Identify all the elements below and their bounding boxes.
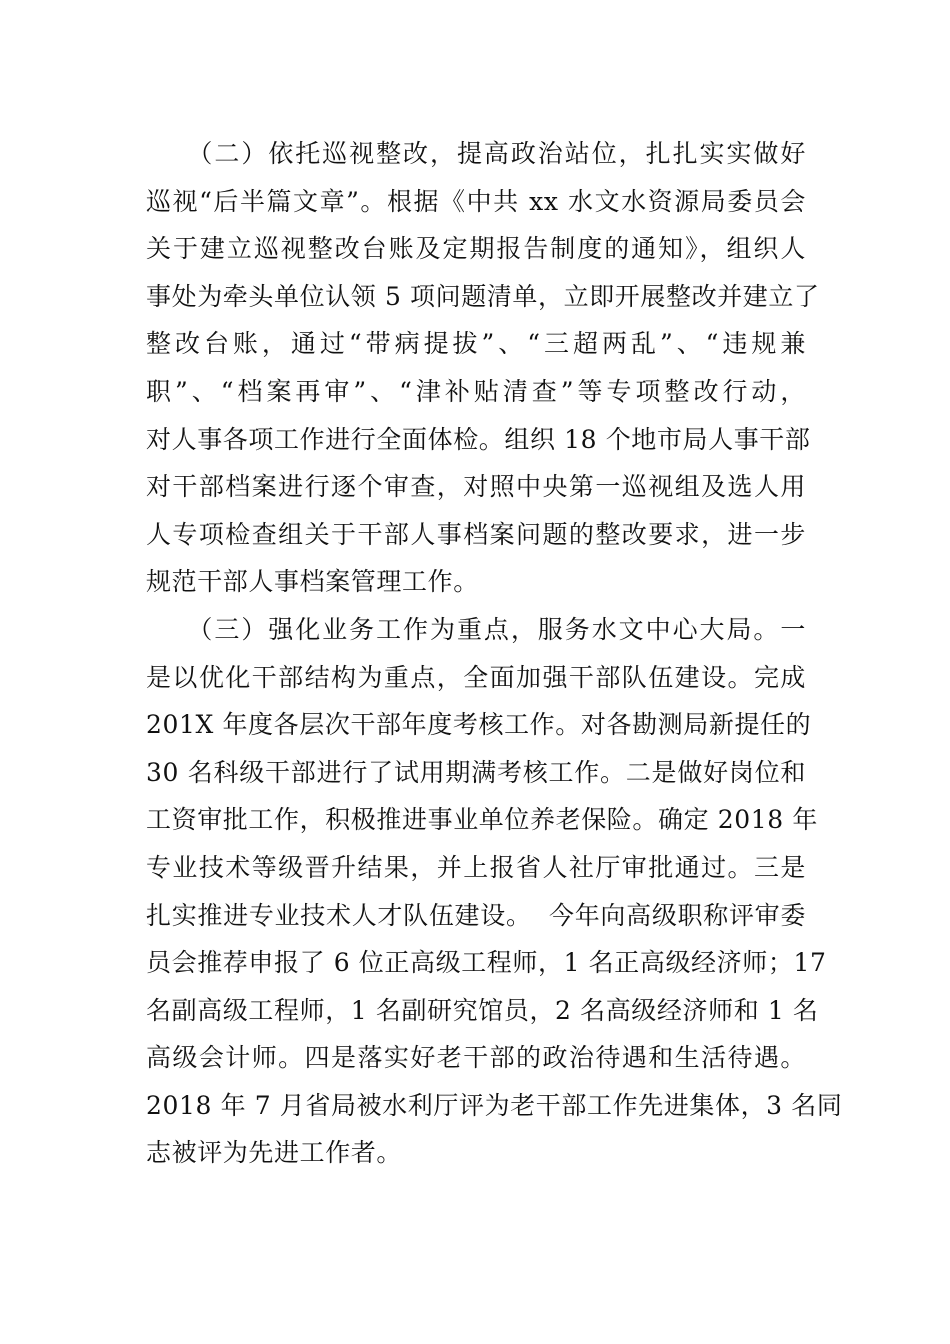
text-line: 201X 年度各层次干部年度考核工作。对各勘测局新提任的 [146, 710, 812, 740]
document-body [146, 130, 843, 1177]
text-line: 2018 年 7 月省局被水利厅评为老干部工作先进集体，3 名同 [146, 1090, 843, 1120]
text-line: 关于建立巡视整改台账及定期报告制度的通知》，组织人 [146, 234, 806, 264]
text-line: 志被评为先进工作者。 [146, 1138, 403, 1168]
text-line: 30 名科级干部进行了试用期满考核工作。二是做好岗位和 [146, 757, 806, 787]
text-line: 专业技术等级晋升结果，并上报省人社厅审批通过。三是 [146, 852, 806, 882]
text-line: 对干部档案进行逐个审查，对照中央第一巡视组及选人用 [146, 472, 806, 502]
text-line: 扎实推进专业技术人才队伍建设。 今年向高级职称评审委 [146, 900, 806, 930]
text-line: 人专项检查组关于干部人事档案问题的整改要求，进一步 [146, 519, 806, 549]
text-line: 规范干部人事档案管理工作。 [146, 567, 479, 597]
text-line: 工资审批工作，积极推进事业单位养老保险。确定 2018 年 [146, 805, 818, 835]
text-line: 对人事各项工作进行全面体检。组织 18 个地市局人事干部 [146, 424, 811, 454]
text-line: 员会推荐申报了 6 位正高级工程师，1 名正高级经济师；17 [146, 948, 827, 978]
text-line: （二）依托巡视整改，提高政治站位，扎扎实实做好 [146, 139, 806, 168]
text-line: 高级会计师。四是落实好老干部的政治待遇和生活待遇。 [146, 1043, 806, 1073]
text-line: 整改台账，通过“带病提拔”、“三超两乱”、“违规兼 [146, 329, 806, 359]
paragraph-two [146, 130, 820, 606]
text-line: 事处为牵头单位认领 5 项问题清单，立即开展整改并建立了 [146, 281, 820, 311]
paragraph-three [146, 606, 843, 1177]
text-line: （三）强化业务工作为重点，服务水文中心大局。一 [146, 614, 806, 644]
text-line: 名副高级工程师，1 名副研究馆员，2 名高级经济师和 1 名 [146, 995, 819, 1025]
text-line: 职”、“档案再审”、“津补贴清查”等专项整改行动， [146, 376, 806, 406]
text-line: 是以优化干部结构为重点，全面加强干部队伍建设。完成 [146, 662, 806, 692]
text-line: 巡视“后半篇文章”。根据《中共 xx 水文水资源局委员会 [146, 186, 806, 216]
